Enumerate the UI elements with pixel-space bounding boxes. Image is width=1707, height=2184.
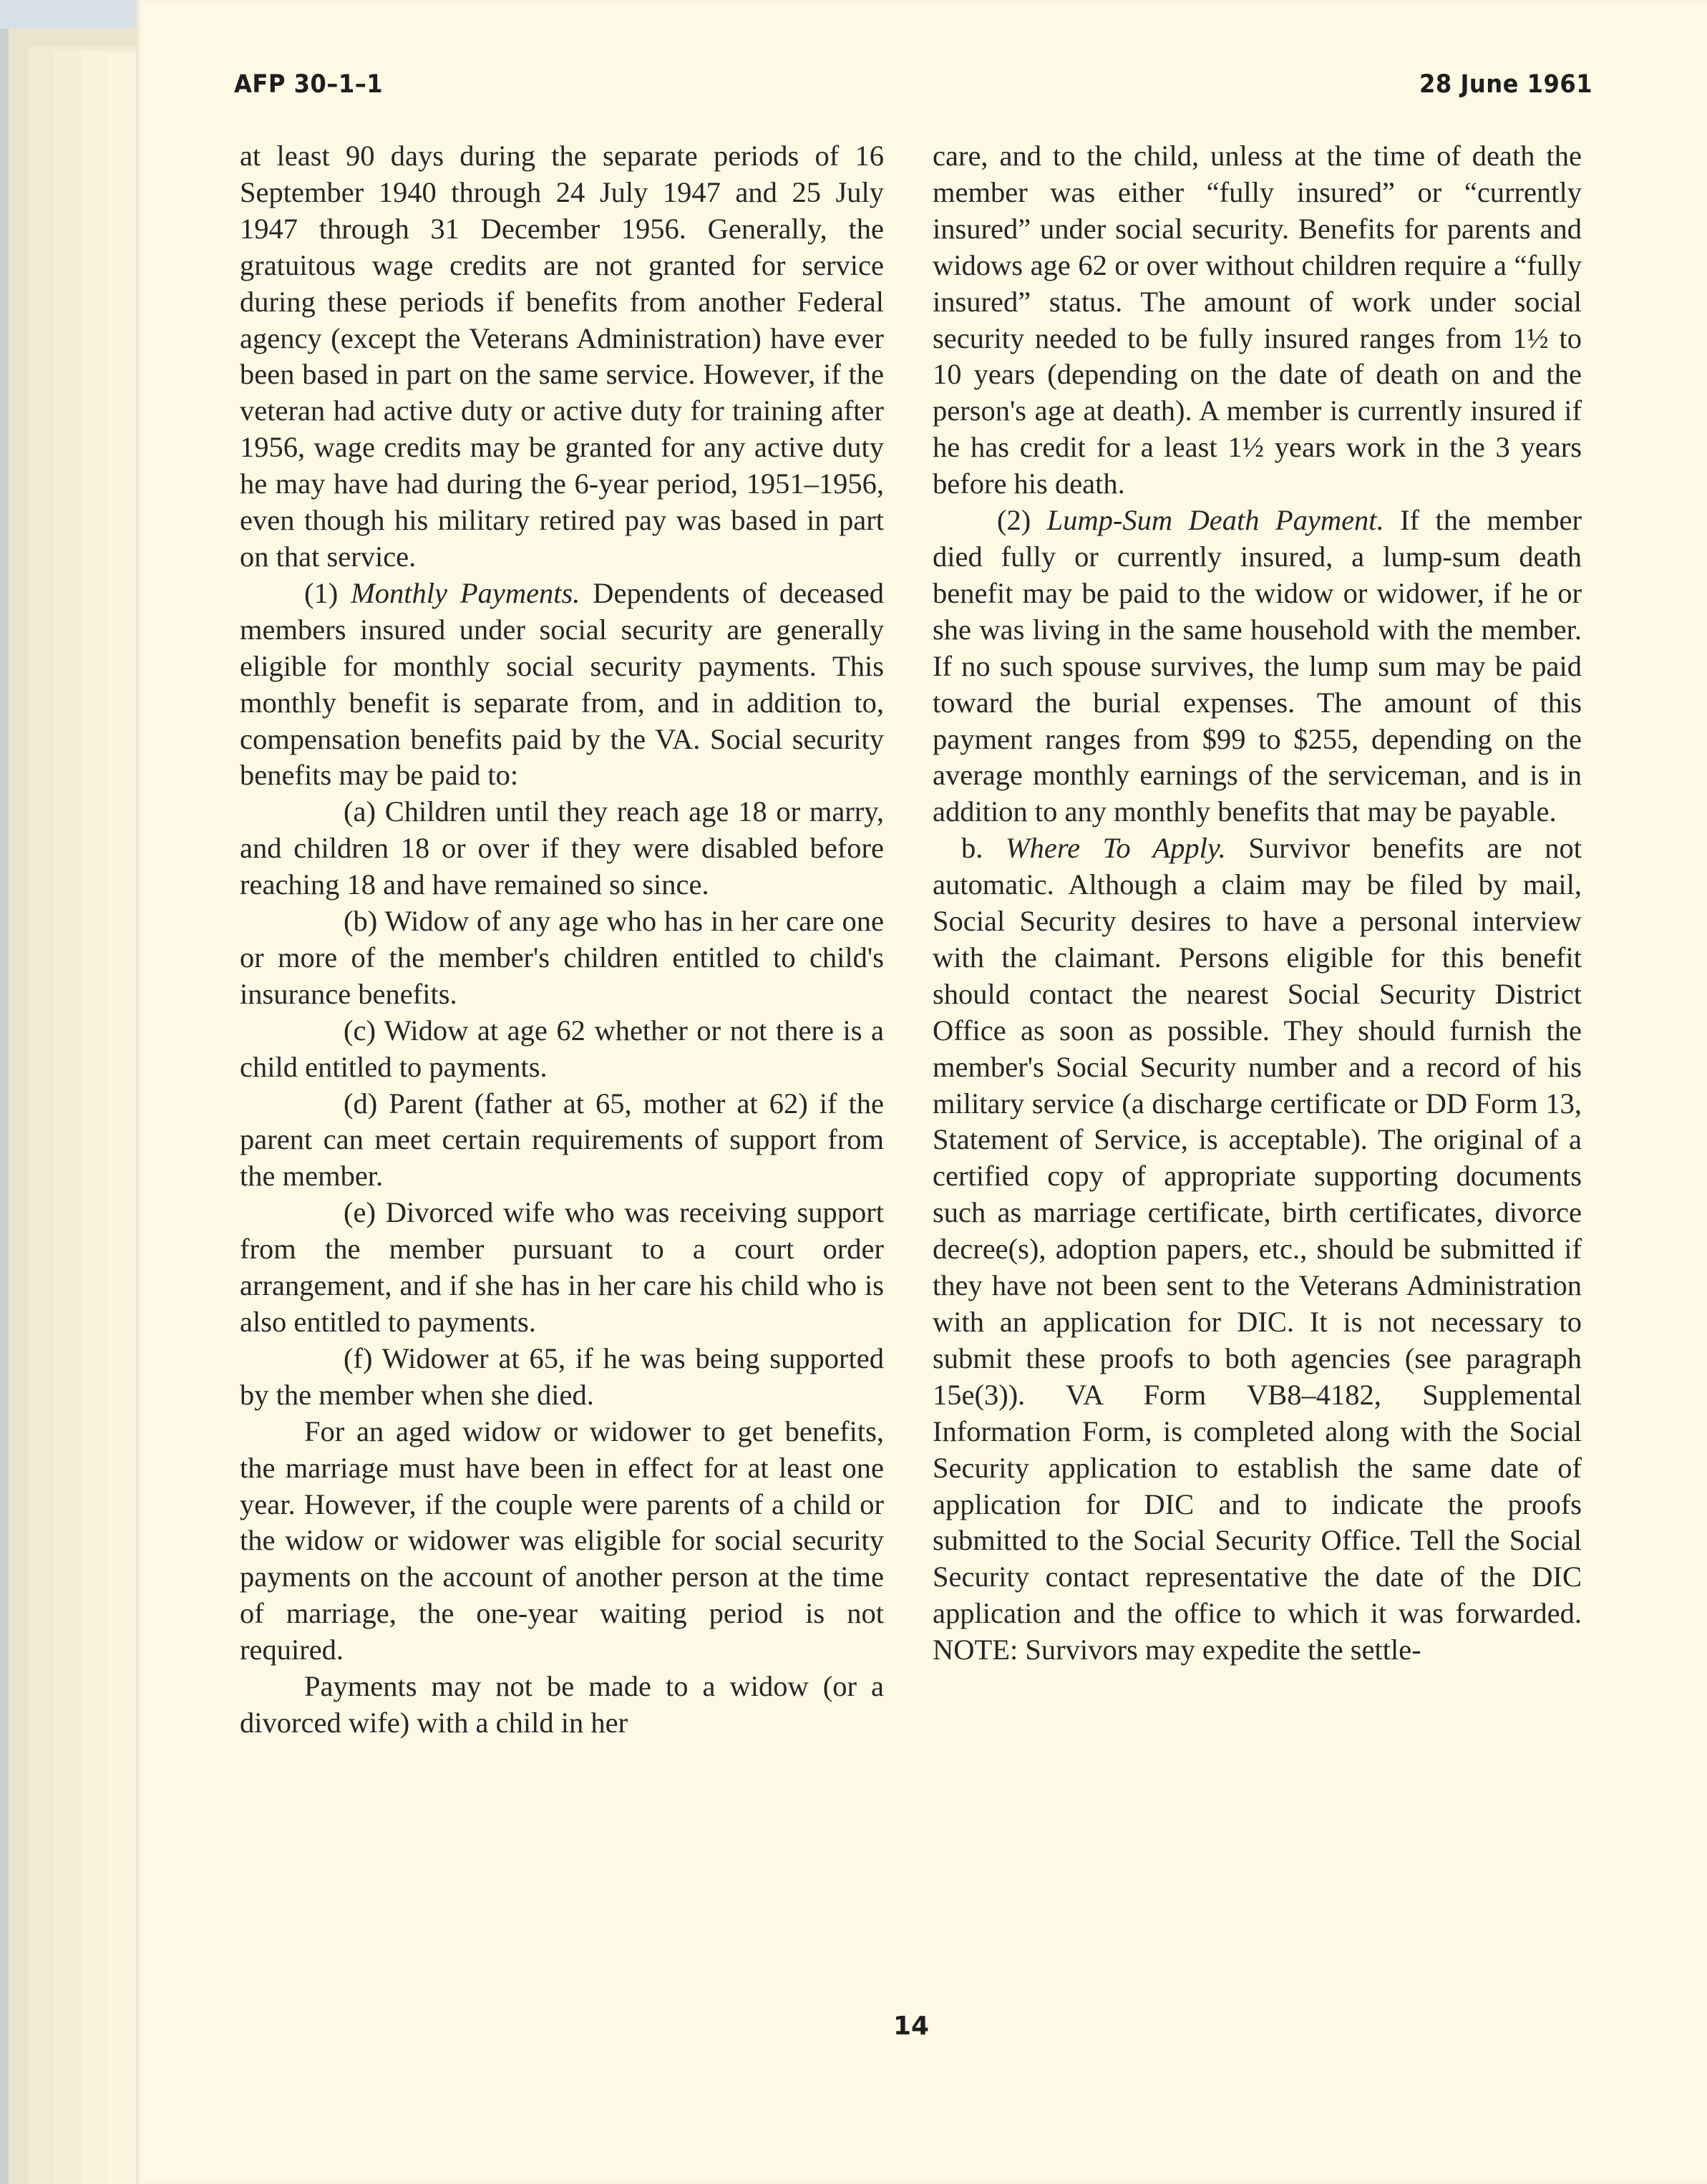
paragraph-label: b. xyxy=(961,832,983,865)
list-item-text: Widow of any age who has in her care one or more of the member's children entitled to child's insurance benefits. xyxy=(240,905,884,1010)
paragraph-number: (1) xyxy=(304,576,339,609)
paragraph-continuation: care, and to the child, unless at the time of death the member was either “fully insured” or “currently insured” under social security. Benefits for parents and widows age 62 or over without children require a “fully insured” status. The amount of work under social security needed to be fully insured ranges from 1½ to 10 years (depending on the date of death on and the person's age at death). A member is currently insured if he has credit for a least 1½ years work in the 3 years before his death. xyxy=(933,140,1582,500)
paragraph-body: Survivor benefits are not automatic. Although a claim may be filed by mail, Social Security desires to have a personal interview with the claimant. Persons eligible for this benefit should contact the nearest Social Security District Office as soon as possible. They should furnish the member's Social Security number and a record of his military service (a discharge certificate or DD Form 13, Statement of Service, is acceptable). The original of a certified copy of appropriate supporting documents such as marriage certificate, birth certificates, divorce decree(s), adoption papers, etc., should be submitted if they have not been sent to the Veterans Administration with an application for DIC. It is not necessary to submit these proofs to both agencies (see paragraph 15e(3)). VA Form VB8–4182, Supplemental Information Form, is completed along with the Social Security application to establish the same date of application for DIC and to indicate the proofs submitted to the Social Security Office. Tell the Social Security contact representative the date of the DIC application and the office to which it was forwarded. NOTE: Survivors may expedite the settle- xyxy=(933,832,1582,1666)
paragraph-lump-sum xyxy=(933,503,1582,830)
paragraph-continuation: at least 90 days during the separate periods of 16 September 1940 through 24 July 1947 and 25 July 1947 through 31 December 1956. Generally, the gratuitous wage credits are not granted for service during these periods if benefits from another Federal agency (except the Veterans Administration) have ever been based in part on the same service. However, if the veteran had active duty or active duty for training after 1956, wage credits may be granted for any active duty he may have had during the 6-year period, 1951–1956, even though his military retired pay was based in part on that service. xyxy=(240,140,884,573)
list-item-label: (e) xyxy=(344,1196,376,1229)
paragraph-monthly-payments xyxy=(240,576,884,794)
paragraph-payment-restriction: Payments may not be made to a widow (or a divorced wife) with a child in her xyxy=(240,1670,884,1739)
document-page xyxy=(136,0,1707,2184)
stacked-page-edges xyxy=(0,0,143,2184)
paragraph-heading: Monthly Payments. xyxy=(351,576,580,609)
paragraph-body: If the member died fully or currently insured, a lump-sum death benefit may be paid to the widow or widower, if he or she was living in the same household with the member. If no such spouse survives, the lump sum may be paid toward the burial expenses. The amount of this payment ranges from $99 to $255, depending on the average monthly earnings of the serviceman, and is in addition to any monthly benefits that may be payable. xyxy=(933,504,1582,828)
list-item xyxy=(240,903,884,1013)
list-item-text: Widow at age 62 whether or not there is a child entitled to payments. xyxy=(240,1014,884,1083)
list-item-text: Parent (father at 65, mother at 62) if the parent can meet certain requirements of support from the member. xyxy=(240,1087,884,1193)
left-column xyxy=(240,138,884,1742)
list-item-label: (f) xyxy=(344,1341,373,1374)
paragraph-number: (2) xyxy=(997,504,1031,537)
list-item xyxy=(240,1195,884,1341)
paragraph-body: Dependents of deceased members insured under social security are generally eligible for monthly social security payments. This monthly benefit is separate from, and in addition to, compensation benefits paid by the VA. Social security benefits may be paid to: xyxy=(240,576,884,792)
list-item xyxy=(240,1341,884,1414)
list-item xyxy=(240,1013,884,1086)
list-item-label: (c) xyxy=(344,1014,376,1047)
list-item-text: Divorced wife who was receiving support from the member pursuant to a court order arrangement, and if she has in her care his child who is also entitled to payments. xyxy=(240,1196,884,1338)
list-item-label: (a) xyxy=(344,795,376,828)
list-item-label: (b) xyxy=(344,905,378,938)
paragraph-marriage-requirement: For an aged widow or widower to get benefits, the marriage must have been in effect for at least one year. However, if the couple were parents of a child or the widow or widower was eligible for social security payments on the account of another person at the time of marriage, the one-year waiting period is not required. xyxy=(240,1414,884,1666)
list-item-label: (d) xyxy=(344,1087,378,1120)
publication-date: 28 June 1961 xyxy=(1419,70,1592,99)
list-item-text: Children until they reach age 18 or marry, and children 18 or over if they were disabled before reaching 18 and have remained so since. xyxy=(240,795,885,901)
page-number: 14 xyxy=(893,2011,930,2041)
paragraph-where-to-apply xyxy=(933,830,1582,1669)
paragraph-heading: Where To Apply. xyxy=(1005,832,1226,865)
list-item xyxy=(240,794,884,903)
list-item-text: Widower at 65, if he was being supported by the member when she died. xyxy=(240,1341,884,1411)
publication-number: AFP 30–1–1 xyxy=(234,70,384,99)
right-column xyxy=(933,138,1582,1669)
list-item xyxy=(240,1086,884,1195)
paragraph-heading: Lump-Sum Death Payment. xyxy=(1046,504,1384,537)
